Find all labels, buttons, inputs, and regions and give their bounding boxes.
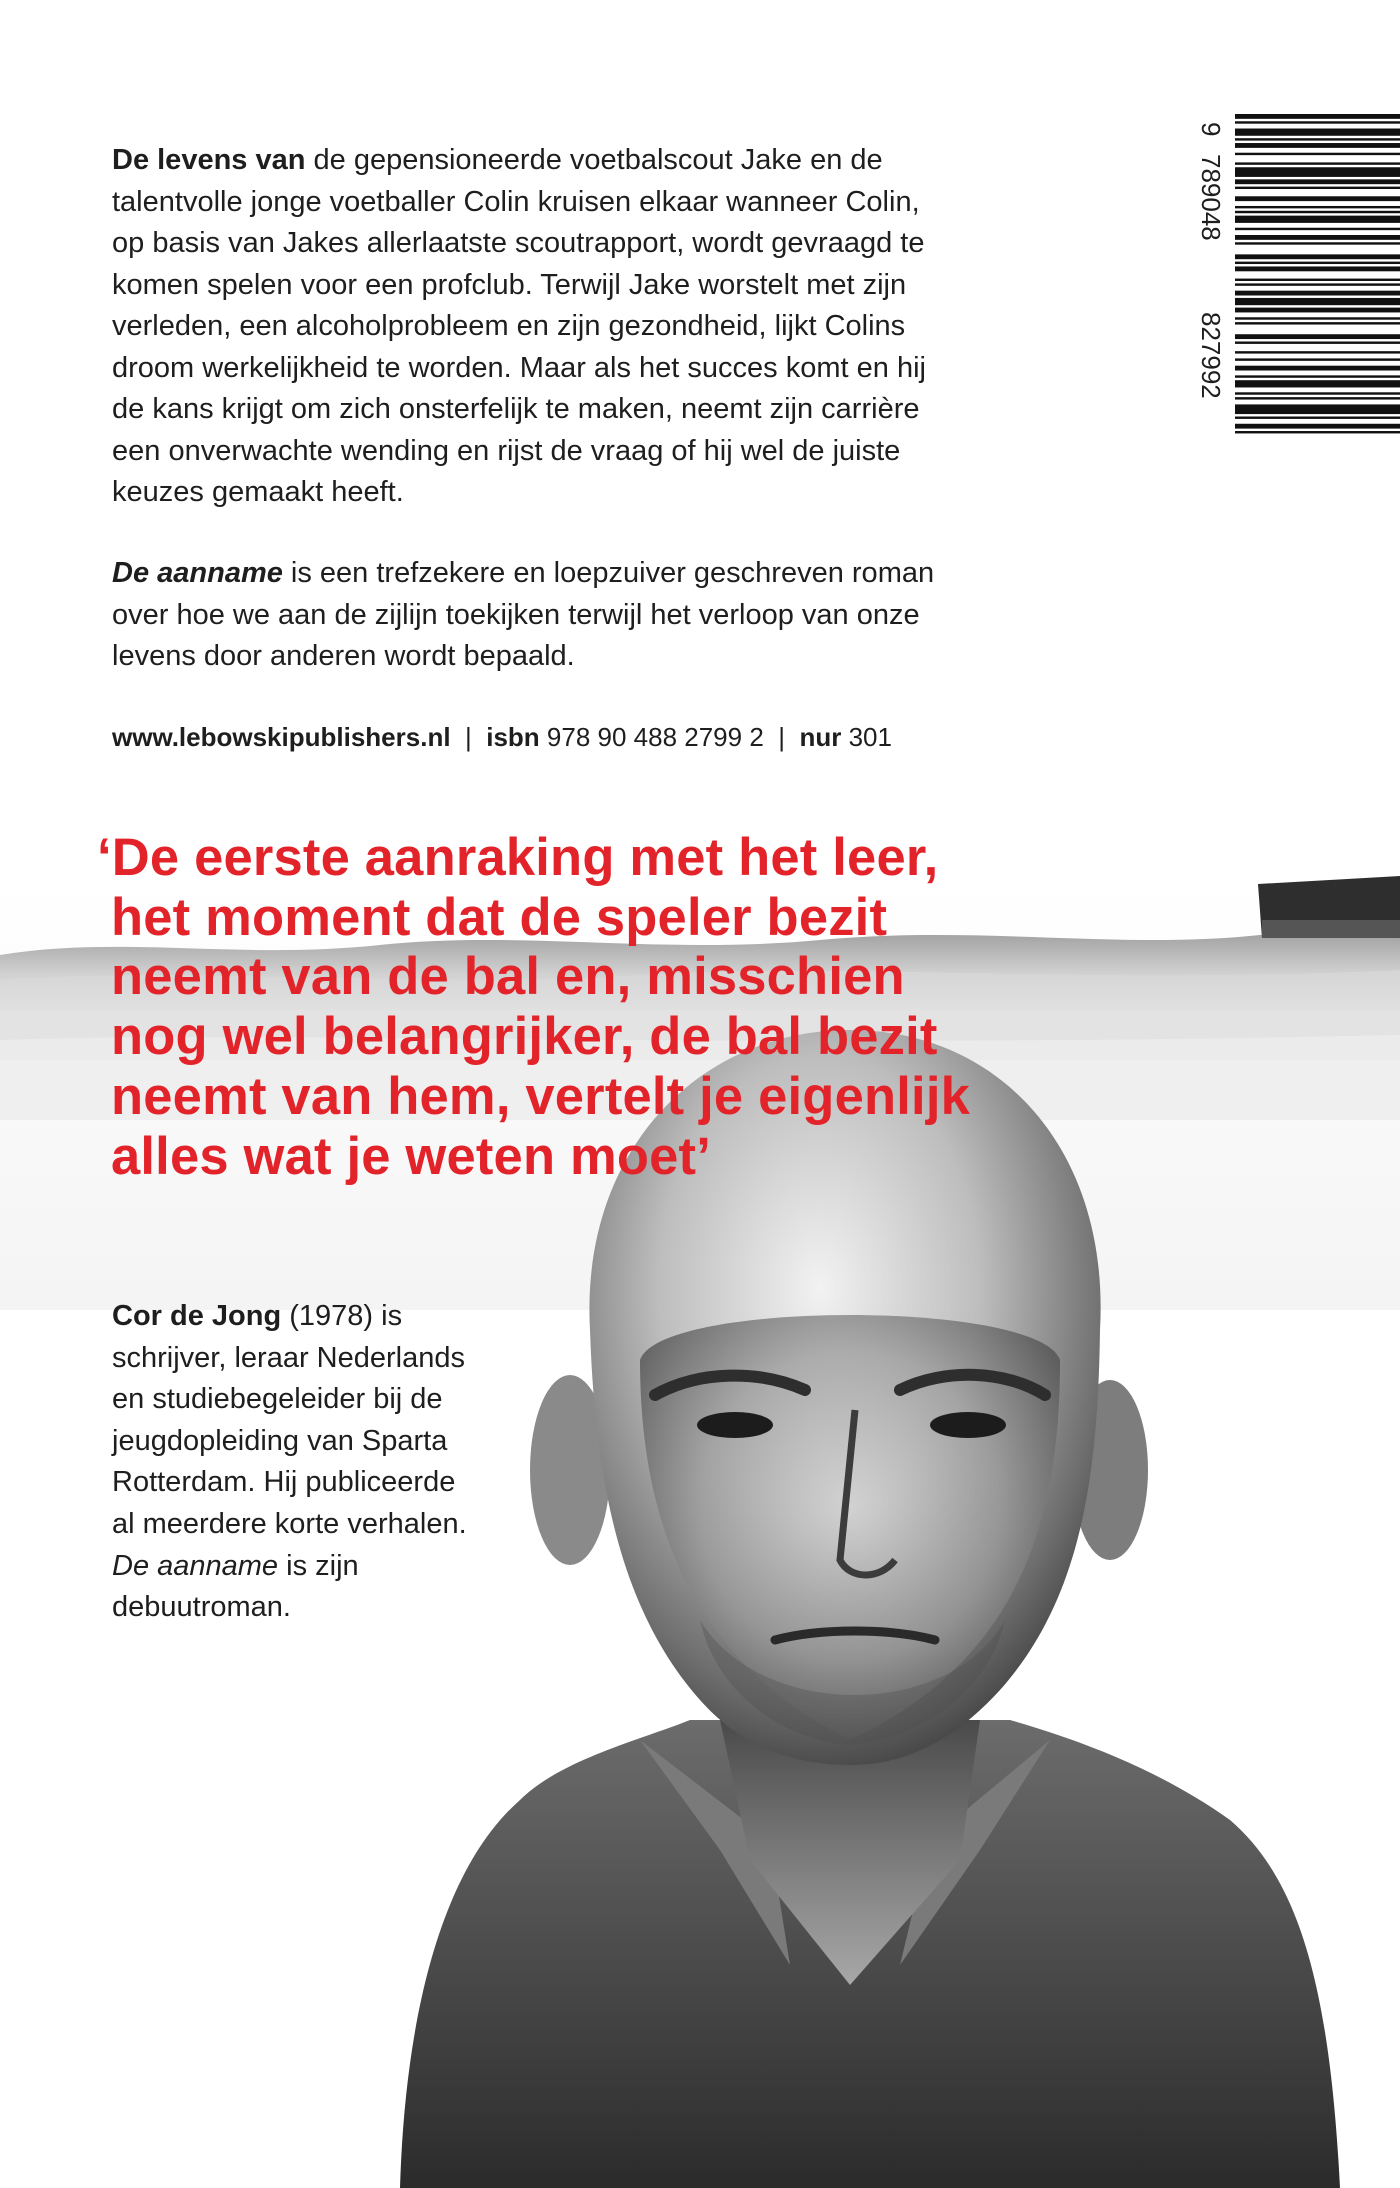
barcode-bar bbox=[1235, 417, 1400, 419]
summary-line: is een trefzekere en loepzuiver geschreven roman bbox=[290, 557, 935, 589]
bio-line: al meerdere korte verhalen. bbox=[112, 1507, 467, 1540]
barcode-bar bbox=[1235, 211, 1400, 213]
blurb-line: een onverwachte wending en rijst de vraag of hij wel de juiste bbox=[112, 434, 901, 467]
bio-line: en studiebegeleider bij de bbox=[112, 1383, 443, 1416]
blurb-line: de kans krijgt om zich onsterfelijk te maken, neemt zijn carrière bbox=[112, 393, 920, 425]
barcode-bar bbox=[1235, 366, 1400, 371]
nur-value: 301 bbox=[848, 722, 892, 752]
barcode-bar bbox=[1235, 283, 1400, 285]
barcode-bar bbox=[1235, 143, 1400, 148]
isbn-label: isbn bbox=[486, 722, 540, 752]
barcode-bar bbox=[1235, 341, 1400, 343]
barcode-bar bbox=[1235, 216, 1400, 223]
blurb-lead: De levens van bbox=[112, 144, 306, 176]
barcode-bar bbox=[1235, 375, 1400, 377]
barcode-digit-first: 9 bbox=[1196, 122, 1226, 137]
summary-paragraph bbox=[112, 553, 1112, 678]
separator: | bbox=[465, 722, 472, 752]
barcode-bar bbox=[1235, 298, 1400, 305]
barcode-bar bbox=[1235, 308, 1400, 313]
barcode-bar bbox=[1235, 424, 1400, 429]
barcode-bar bbox=[1235, 153, 1400, 155]
bio-line: schrijver, leraar Nederlands bbox=[112, 1341, 465, 1374]
barcode-bar bbox=[1235, 196, 1400, 201]
barcode-bar bbox=[1235, 279, 1400, 281]
bio-line: is zijn bbox=[286, 1549, 359, 1582]
bio-line: debuutroman. bbox=[112, 1591, 291, 1624]
quote-line: neemt van de bal en, misschien bbox=[111, 947, 905, 1007]
barcode-bar bbox=[1235, 322, 1400, 324]
barcode-bar bbox=[1235, 404, 1400, 414]
quote-line: neemt van hem, vertelt je eigenlijk bbox=[111, 1066, 970, 1126]
barcode-bar bbox=[1235, 254, 1400, 259]
barcode-bar bbox=[1235, 162, 1400, 164]
blurb-line: de gepensioneerde voetbalscout Jake en de bbox=[313, 144, 883, 176]
barcode-bar bbox=[1235, 266, 1400, 271]
barcode-bar bbox=[1235, 392, 1400, 394]
barcode-bar bbox=[1235, 187, 1400, 189]
pull-quote bbox=[97, 828, 1297, 1186]
quote-line: ‘De eerste aanraking met het leer, bbox=[97, 828, 939, 887]
barcode-bar bbox=[1235, 179, 1400, 184]
barcode-bar bbox=[1235, 129, 1400, 136]
barcode-bar bbox=[1235, 358, 1400, 360]
barcode-bar bbox=[1235, 121, 1400, 123]
publisher-website[interactable]: www.lebowskipublishers.nl bbox=[112, 722, 451, 752]
quote-line: nog wel belangrijker, de bal bezit bbox=[111, 1007, 938, 1067]
author-bio bbox=[112, 1296, 552, 1629]
publication-info bbox=[112, 722, 892, 753]
blurb-line: komen spelen voor een profclub. Terwijl Jake worstelt met zijn bbox=[112, 268, 907, 301]
bio-book-title: De aanname bbox=[112, 1549, 279, 1582]
summary-line: over hoe we aan de zijlijn toekijken terwijl het verloop van onze bbox=[112, 598, 920, 631]
barcode-bars bbox=[1235, 114, 1400, 433]
barcode-bar bbox=[1235, 291, 1400, 296]
barcode-bar bbox=[1235, 228, 1400, 230]
barcode-bar bbox=[1235, 334, 1400, 339]
blurb-paragraph bbox=[112, 140, 1112, 514]
barcode-group-1: 789048 bbox=[1196, 154, 1226, 241]
bio-line: jeugdopleiding van Sparta bbox=[112, 1424, 448, 1457]
bio-line: Rotterdam. Hij publiceerde bbox=[112, 1466, 456, 1499]
blurb-line: talentvolle jonge voetballer Colin kruisen elkaar wanneer Colin, bbox=[112, 185, 920, 218]
nur-label: nur bbox=[799, 722, 842, 752]
blurb-line: op basis van Jakes allerlaatste scoutrapport, wordt gevraagd te bbox=[112, 227, 925, 259]
summary-line: levens door anderen wordt bepaald. bbox=[112, 640, 575, 672]
blurb-line: droom werkelijkheid te worden. Maar als het succes komt en hij bbox=[112, 351, 926, 384]
author-name: Cor de Jong bbox=[112, 1300, 282, 1332]
barcode-bar bbox=[1235, 167, 1400, 177]
barcode-bar bbox=[1235, 235, 1400, 240]
barcode-bar bbox=[1235, 138, 1400, 140]
barcode-bar bbox=[1235, 206, 1400, 208]
quote-line: alles wat je weten moet’ bbox=[111, 1126, 712, 1186]
quote-line: het moment dat de speler bezit bbox=[111, 887, 888, 947]
barcode-bar bbox=[1235, 431, 1400, 433]
barcode-bar bbox=[1235, 380, 1400, 387]
barcode-bar bbox=[1235, 397, 1400, 399]
barcode-bar bbox=[1235, 262, 1400, 264]
blurb-line: keuzes gemaakt heeft. bbox=[112, 476, 404, 508]
separator: | bbox=[778, 722, 785, 752]
isbn-value: 978 90 488 2799 2 bbox=[546, 722, 764, 752]
barcode-bar bbox=[1235, 351, 1400, 353]
book-title: De aanname bbox=[112, 557, 283, 589]
barcode-group-2: 827992 bbox=[1196, 312, 1226, 399]
author-year: (1978) is bbox=[289, 1300, 403, 1332]
barcode bbox=[1190, 112, 1400, 490]
barcode-bar bbox=[1235, 317, 1400, 319]
barcode-bar bbox=[1235, 242, 1400, 244]
blurb-line: verleden, een alcoholprobleem en zijn gezondheid, lijkt Colins bbox=[112, 310, 906, 342]
barcode-bar bbox=[1235, 114, 1400, 119]
